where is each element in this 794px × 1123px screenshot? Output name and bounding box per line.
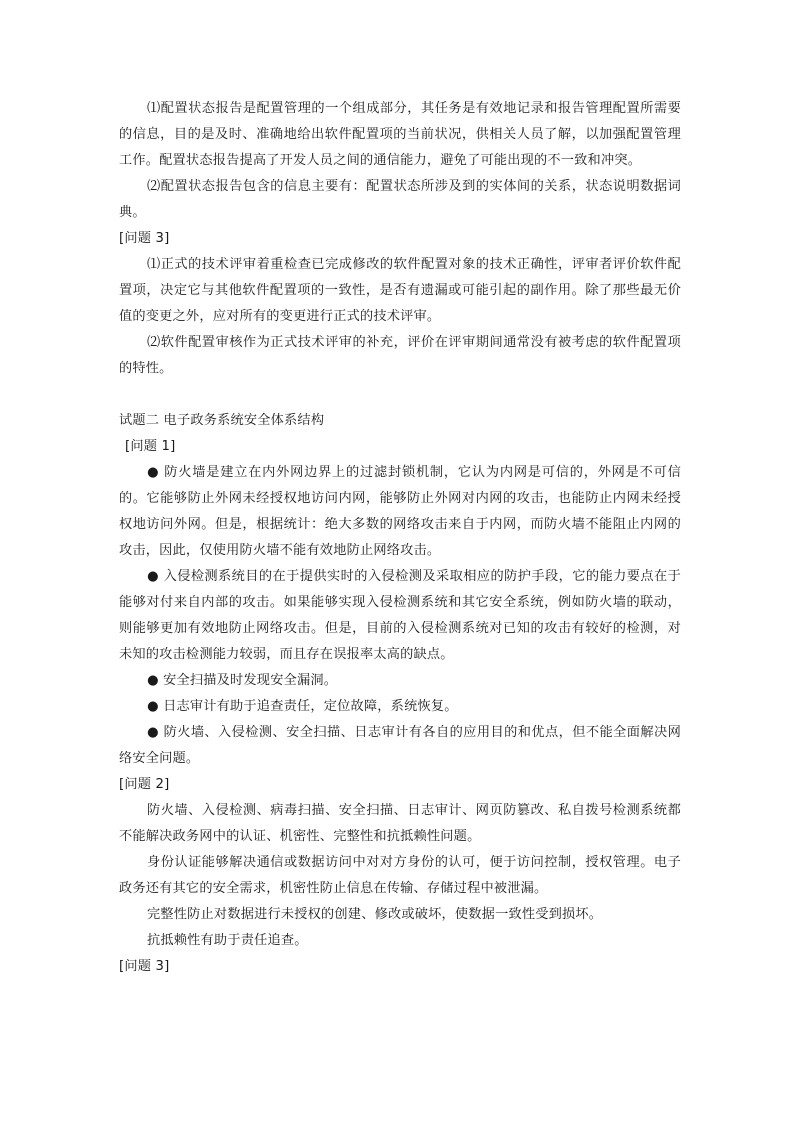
bullet-security-scan: ● 安全扫描及时发现安全漏洞。 xyxy=(147,673,338,688)
paragraph-q2-3: 完整性防止对数据进行未授权的创建、修改或破坏，使数据一致性受到损坏。 xyxy=(147,907,603,922)
paragraph-config-status-report-2: ⑵配置状态报告包含的信息主要有：配置状态所涉及到的实体间的关系，状态说明数据词典。 xyxy=(119,179,681,220)
question-label-2: [问题 2] xyxy=(119,777,170,792)
section-title: 试题二 电子政务系统安全体系结构 xyxy=(119,413,325,428)
question-label-1: [问题 1] xyxy=(125,439,176,454)
spacer xyxy=(119,382,681,408)
bullet-summary: ● 防火墙、入侵检测、安全扫描、日志审计有各自的应用目的和优点，但不能全面解决网络安全问题。 xyxy=(119,725,681,766)
question-label-3b: [问题 3] xyxy=(119,959,170,974)
question-label-3: [问题 3] xyxy=(119,231,170,246)
paragraph-q2-2: 身份认证能够解决通信或数据访问中对对方身份的认可，便于访问控制，授权管理。电子政务还有其它的安全需求，机密性防止信息在传输、存储过程中被泄漏。 xyxy=(119,855,681,896)
paragraph-q2-4: 抗抵赖性有助于责任追查。 xyxy=(147,933,308,948)
document-body xyxy=(119,96,681,980)
paragraph-q2-1: 防火墙、入侵检测、病毒扫描、安全扫描、日志审计、网页防篡改、私自拨号检测系统都不能解决政务网中的认证、机密性、完整性和抗抵赖性问题。 xyxy=(119,803,681,844)
bullet-intrusion-detection: ● 入侵检测系统目的在于提供实时的入侵检测及采取相应的防护手段，它的能力要点在于能够对付来自内部的攻击。如果能够实现入侵检测系统和其它安全系统，例如防火墙的联动，则能够更加有效地防止网络攻击。但是，目前的入侵检测系统对已知的攻击有较好的检测，对未知的攻击检测能力较弱，而且存在误报率太高的缺点。 xyxy=(119,569,681,662)
paragraph-tech-review-1: ⑴正式的技术评审着重检查已完成修改的软件配置对象的技术正确性，评审者评价软件配置项，决定它与其他软件配置项的一致性，是否有遗漏或可能引起的副作用。除了那些最无价值的变更之外，应对所有的变更进行正式的技术评审。 xyxy=(119,257,681,324)
paragraph-tech-review-2: ⑵软件配置审核作为正式技术评审的补充，评价在评审期间通常没有被考虑的软件配置项的特性。 xyxy=(119,335,681,376)
paragraph-config-status-report-1: ⑴配置状态报告是配置管理的一个组成部分，其任务是有效地记录和报告管理配置所需要的信息，目的是及时、准确地给出软件配置项的当前状况，供相关人员了解，以加强配置管理工作。配置状态报告提高了开发人员之间的通信能力，避免了可能出现的不一致和冲突。 xyxy=(119,101,681,168)
bullet-log-audit: ● 日志审计有助于追查责任，定位故障，系统恢复。 xyxy=(147,699,458,714)
bullet-firewall: ● 防火墙是建立在内外网边界上的过滤封锁机制，它认为内网是可信的，外网是不可信的。它能够防止外网未经授权地访问内网，能够防止外网对内网的攻击，也能防止内网未经授权地访问外网。但是，根据统计：绝大多数的网络攻击来自于内网，而防火墙不能阻止内网的攻击，因此，仅使用防火墙不能有效地防止网络攻击。 xyxy=(119,465,681,558)
